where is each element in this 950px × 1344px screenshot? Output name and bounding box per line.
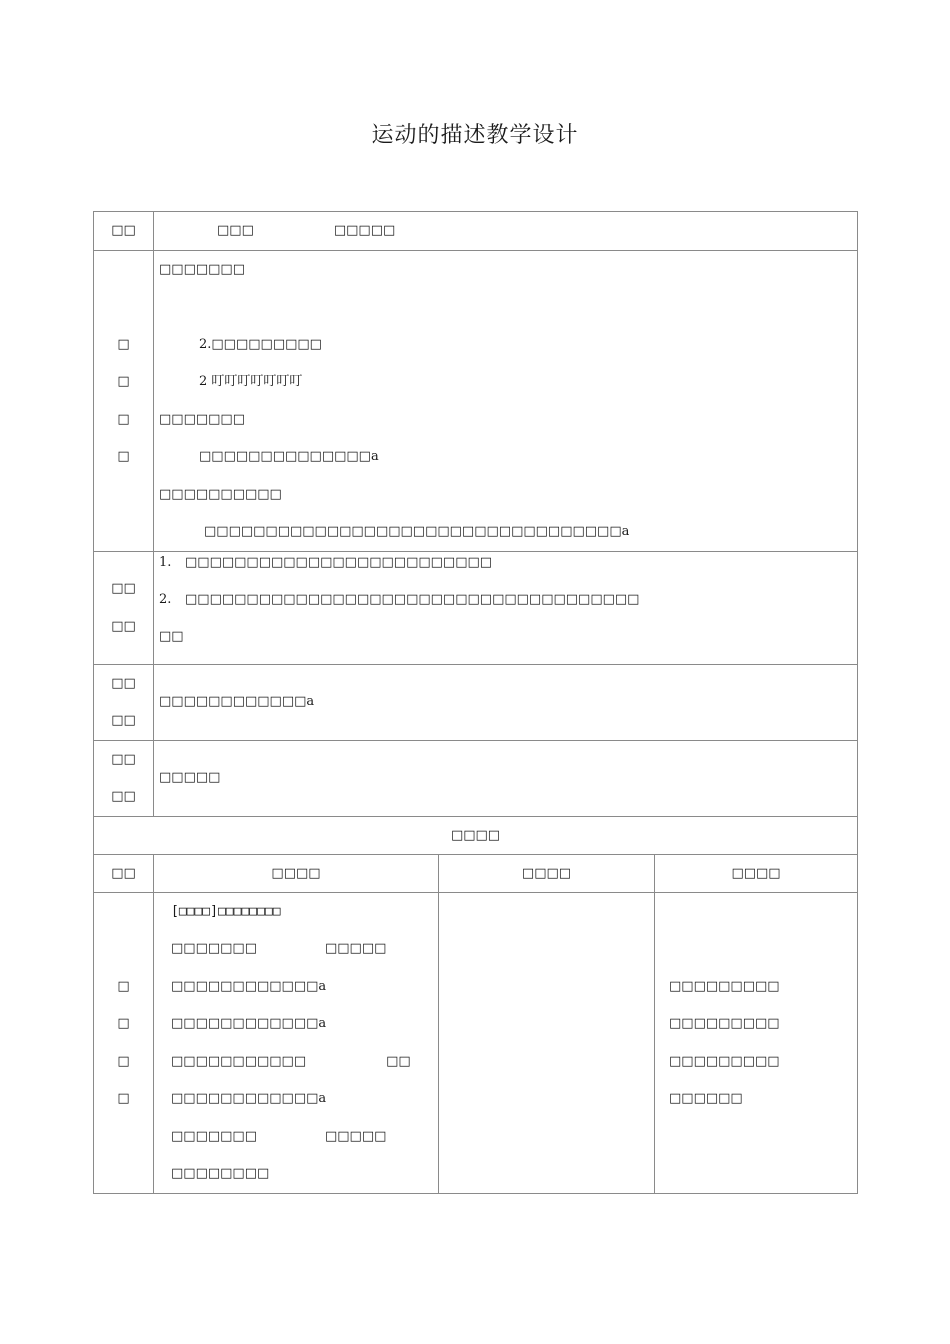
- header-row: [94, 212, 858, 251]
- process-label-char: □: [117, 1091, 130, 1106]
- teacher-line: [154, 1043, 438, 1081]
- teacher-line-text: □□□□□□□□□□□□a: [171, 978, 327, 994]
- section1-label-char: □: [117, 411, 130, 427]
- list-item-text: □□□□□□□□□□□□□□□□□□□□□□□□□□□□□□□□□□□□□: [185, 591, 640, 607]
- intent-line: □□□□□□: [669, 1091, 743, 1106]
- header-label: □□: [111, 223, 136, 238]
- teacher-line-text: □□□□□□□: [171, 1128, 257, 1144]
- list-item-number: 2.: [159, 591, 172, 607]
- column-header-row: [94, 854, 858, 892]
- teacher-line: [154, 1155, 438, 1193]
- section1-label-char: □: [117, 449, 130, 464]
- section1-line-blank: [154, 288, 857, 326]
- teacher-line: [154, 893, 438, 931]
- process-title: □□□□: [94, 816, 858, 854]
- section2-label-line: □□: [111, 618, 136, 634]
- section2-row: [94, 551, 858, 664]
- section3-label-line: □□: [111, 675, 136, 691]
- column-header: □□□□: [439, 854, 655, 892]
- teacher-line: [154, 1118, 438, 1156]
- section1-line: □□□□□□□: [159, 261, 245, 277]
- process-label-char: □: [117, 1016, 130, 1031]
- section2-tail: □□: [159, 628, 184, 644]
- student-activity-cell: [439, 892, 655, 1193]
- process-label-char: □: [117, 978, 130, 994]
- section1-content-cell: [154, 250, 858, 551]
- section1-row: [94, 250, 858, 551]
- process-label-cell: [94, 892, 154, 1193]
- teacher-line-text: □□□□□: [324, 1128, 387, 1144]
- section3-label-line: □□: [111, 713, 136, 728]
- list-item: [154, 552, 857, 574]
- section1-line: □□□□□□□□□□: [159, 486, 282, 502]
- intent-line: □□□□□□□□□: [669, 978, 780, 994]
- document-title: 运动的描述教学设计: [371, 123, 579, 148]
- section4-row: [94, 740, 858, 816]
- list-item-text: □□□□□□□□□□□□□□□□□□□□□□□□□: [185, 554, 493, 570]
- section4-text: □□□□□: [159, 770, 221, 786]
- section1-label-char: □: [117, 336, 130, 352]
- teacher-line: [154, 968, 438, 1006]
- section3-label-cell: [94, 664, 154, 740]
- section1-label-cell: [94, 250, 154, 551]
- list-item: [154, 574, 857, 626]
- section3-content-cell: [154, 664, 858, 740]
- section1-line: 2 叮叮叮叮叮叮叮: [199, 374, 303, 389]
- column-header: □□□□: [154, 854, 439, 892]
- section1-line: □□□□□□□□□□□□□□□□□□□□□□□□□□□□□□□□□□a: [204, 524, 630, 539]
- section1-label-char: □: [117, 374, 130, 389]
- teacher-line: [154, 1080, 438, 1118]
- process-row: [94, 892, 858, 1193]
- header-field-a: □□□: [217, 223, 254, 238]
- section4-label-line: □□: [111, 789, 136, 804]
- intent-line: □□□□□□□□□: [669, 1016, 780, 1031]
- section3-row: [94, 664, 858, 740]
- teacher-line-text: □□□□□: [324, 941, 387, 956]
- section2-label-line: □□: [111, 581, 136, 596]
- section2-label-cell: [94, 551, 154, 664]
- column-header: □□□□: [655, 854, 858, 892]
- header-field-b: □□□□□: [333, 223, 396, 238]
- teacher-line-text: [□□□□]□□□□□□□□: [171, 903, 281, 919]
- header-label-cell: [94, 212, 154, 251]
- section1-line: □□□□□□□: [159, 411, 245, 427]
- header-content-cell: [154, 212, 858, 251]
- teacher-line-text: □□□□□□□: [171, 941, 257, 956]
- teacher-line-text: □□: [386, 1053, 411, 1069]
- column-header: □□: [94, 854, 154, 892]
- teacher-activity-cell: [154, 892, 439, 1193]
- design-intent-cell: [655, 892, 858, 1193]
- teacher-line-text: □□□□□□□□□□□□a: [171, 1091, 327, 1106]
- teacher-line: [154, 930, 438, 968]
- section3-text: □□□□□□□□□□□□a: [159, 694, 315, 710]
- intent-line: □□□□□□□□□: [669, 1053, 780, 1069]
- section4-label-line: □□: [111, 751, 136, 767]
- process-label-char: □: [117, 1053, 130, 1069]
- process-title-row: [94, 816, 858, 854]
- teacher-line-text: □□□□□□□□□□□□a: [171, 1016, 327, 1031]
- teacher-line-text: □□□□□□□□: [171, 1166, 270, 1181]
- teacher-line-text: □□□□□□□□□□□: [171, 1053, 307, 1069]
- list-item-number: 1.: [159, 554, 172, 570]
- section4-content-cell: [154, 740, 858, 816]
- section1-line: 2.□□□□□□□□□: [199, 336, 322, 352]
- teacher-line: [154, 1005, 438, 1043]
- section2-content-cell: [154, 551, 858, 664]
- lesson-plan-table: [93, 211, 858, 1194]
- section4-label-cell: [94, 740, 154, 816]
- section1-line: □□□□□□□□□□□□□□a: [199, 449, 379, 464]
